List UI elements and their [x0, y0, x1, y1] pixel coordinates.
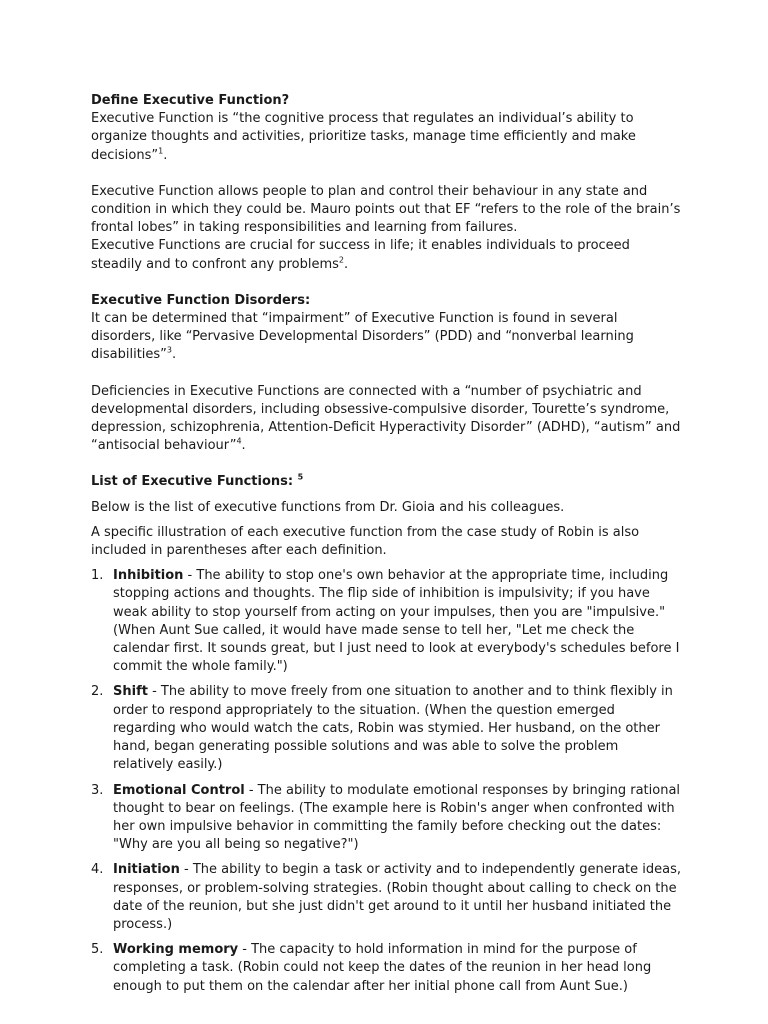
list-item — [91, 567, 681, 676]
list-intro-2: A specific illustration of each executive function from the case study of Robin is also included in parentheses after each definition. — [91, 524, 640, 559]
heading-disorders: Executive Function Disorders: — [91, 292, 311, 308]
list-item-number: 1. — [91, 568, 104, 584]
footnote-ref-2: 2 — [338, 255, 344, 265]
document-page — [91, 92, 681, 1003]
list-item-number: 2. — [91, 684, 104, 700]
define-paragraph-2: Executive Function allows people to plan and control their behaviour in any state and condition in which they could be. Mauro points out that EF “refers to the role of the brain’s frontal lobes” in taking responsibilities and learning from failures. — [91, 183, 681, 236]
list-item — [91, 683, 681, 774]
list-item-term: Shift — [113, 684, 148, 700]
define-paragraph-1: Executive Function is “the cognitive process that regulates an individual’s ability to organize thoughts and activities, prioritize tasks, manage time efficiently and make decisions”$^1$. — [91, 111, 636, 163]
disorders-paragraph-2: Deficiencies in Executive Functions are connected with a “number of psychiatric and developmental disorders, including obsessive-compulsive disorder, Tourette’s syndrome, depression, schizophrenia, Attention-Deficit Hyperactivity Disorder” (ADHD), “autism” and “antisocial behaviour”$^4$. — [91, 383, 681, 454]
list-item-number: 5. — [91, 942, 104, 958]
list-item-number: 4. — [91, 862, 104, 878]
list-item-text: - The ability to stop one's own behavior at the appropriate time, including stopping actions and thoughts. The flip side of inhibition is impulsivity; if you have weak ability to stop yourself from acting on your impulses, then you are "impulsive." (When Aunt Sue called, it would have made sense to tell her, "Let me check the calendar first. It sounds great, but I just need to look at everybody's schedules before I commit the whole family.") — [113, 568, 680, 675]
disorders-paragraph-1: It can be determined that “impairment” of Executive Function is found in several disorders, like “Pervasive Developmental Disorders” (PDD) and “nonverbal learning disabilities”$^3$. — [91, 311, 634, 363]
list-item-number: 3. — [91, 782, 104, 798]
list-item-text: - The ability to begin a task or activity and to independently generate ideas, responses, or problem-solving strategies. (Robin thought about calling to check on the date of the reunion, but she just didn't get around to it until her husband initiated the process.) — [113, 862, 681, 932]
footnote-ref-3: 3 — [166, 346, 172, 356]
list-item-term: Inhibition — [113, 568, 184, 584]
list-item-term: Emotional Control — [113, 782, 245, 798]
list-item — [91, 941, 681, 996]
heading-list: List of Executive Functions: $^5$ — [91, 473, 304, 490]
define-paragraph-3: Executive Functions are crucial for success in life; it enables individuals to proceed steadily and to confront any problems$^2$. — [91, 238, 630, 272]
list-item-term: Working memory — [113, 942, 239, 958]
list-item-text: - The capacity to hold information in mind for the purpose of completing a task. (Robin could not keep the dates of the reunion in her head long enough to put them on the calendar after her initial phone call from Aunt Sue.) — [113, 942, 652, 994]
footnote-ref-4: 4 — [236, 436, 242, 446]
list-item-text: - The ability to modulate emotional responses by bringing rational thought to bear on feelings. (The example here is Robin's anger when confronted with her own impulsive behavior in committing the family before checking out the dates: "Why are you all being so negative?") — [113, 782, 681, 853]
list-intro-1: Below is the list of executive functions from Dr. Gioia and his colleagues. — [91, 499, 565, 515]
footnote-ref-1: 1 — [158, 146, 164, 156]
list-item — [91, 782, 681, 855]
heading-define: Define Executive Function? — [91, 93, 290, 108]
list-item-term: Initiation — [113, 862, 180, 878]
list-item — [91, 861, 681, 934]
list-item-text: - The ability to move freely from one situation to another and to think flexibly in order to respond appropriately to the situation. (When the question emerged regarding who would watch the cats, Robin was stymied. Her husband, on the other hand, began generating possible solutions and was able to solve the problem relatively easily.) — [113, 684, 673, 773]
footnote-ref-5: 5 — [297, 473, 304, 483]
executive-functions-list — [91, 567, 681, 995]
